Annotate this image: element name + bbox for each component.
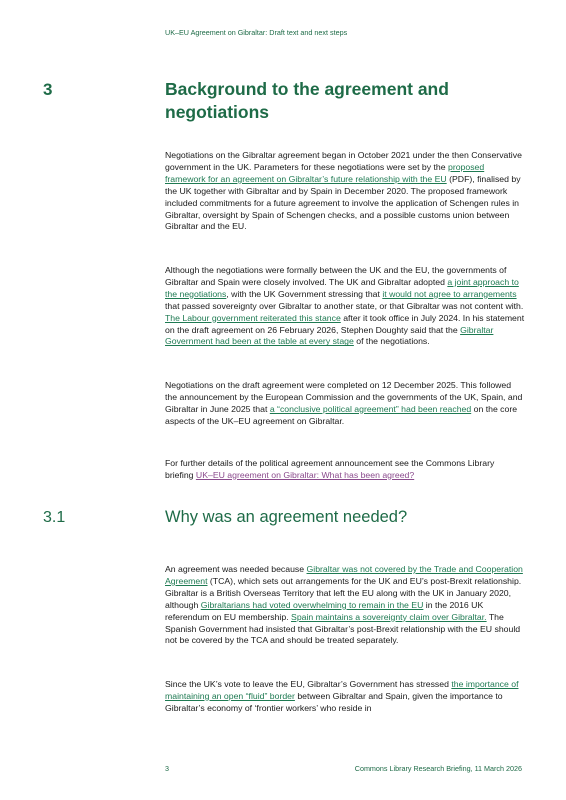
paragraph-text: between Gibraltar and Spain, given the importance to Gibraltar’s economy of ‘frontier workers’ who reside in <box>165 690 503 713</box>
paragraph-text: of the negotiations. <box>353 336 430 347</box>
paragraph-text: in the 2016 UK referendum on EU membership. <box>165 599 484 622</box>
paragraph-text: (TCA), which sets out arrangements for the UK and EU’s post-Brexit relationship. Gibraltar is a British Overseas Territory that left the EU along with the UK in January 2020, although <box>165 575 522 610</box>
link-gibraltar-government-at-table[interactable]: Gibraltar Government had been at the table at every stage <box>165 324 494 347</box>
paragraph-text: (PDF), finalised by the UK together with Gibraltar and by Spain in December 2020. The proposed framework included commitments for a future agreement to involve the application of Schengen rules in Gibraltar, oversight by Spain of Schengen checks, and a possible customs union between Gibraltar and the EU. <box>165 173 521 232</box>
link-spain-sovereignty-claim[interactable]: Spain maintains a sovereignty claim over Gibraltar. <box>291 611 487 622</box>
link-conclusive-political-agreement[interactable]: a “conclusive political agreement” had been reached <box>269 403 472 414</box>
link-fluid-border[interactable]: the importance of maintaining an open “fluid” border <box>165 679 519 701</box>
link-would-not-agree[interactable]: it would not agree to arrangements <box>382 288 517 299</box>
footer-text: Commons Library Research Briefing, 11 March 2026 <box>354 764 522 773</box>
subsection-title: Why was an agreement needed? <box>165 508 408 526</box>
section-title: Background to the agreement and negotiations <box>165 79 449 122</box>
paragraph-text: that passed sovereignty over Gibraltar to another state, or that Gibraltar was not content with. <box>165 300 524 311</box>
paragraph-text: For further details of the political agreement announcement see the Commons Library briefing <box>165 458 495 480</box>
paragraph-2 <box>165 265 525 348</box>
paragraph-text: on the core aspects of the UK–EU agreement on Gibraltar. <box>165 403 518 426</box>
section-number: 3 <box>43 80 53 99</box>
paragraph-5 <box>165 564 525 647</box>
paragraph-text: An agreement was needed because <box>165 564 307 574</box>
paragraph-text: Although the negotiations were formally between the UK and the EU, the governments of Gibraltar and Spain were closely involved. The UK and Gibraltar adopted <box>165 265 507 287</box>
link-gibraltarians-voted[interactable]: Gibraltarians had voted overwhelming to remain in the EU <box>200 599 424 610</box>
paragraph-1 <box>165 150 525 233</box>
page-number: 3 <box>165 764 169 773</box>
paragraph-text: Since the UK’s vote to leave the EU, Gibraltar’s Government has stressed <box>165 679 452 689</box>
paragraph-3 <box>165 380 525 428</box>
link-library-briefing[interactable]: UK–EU agreement on Gibraltar: What has been agreed? <box>195 469 415 480</box>
running-header: UK–EU Agreement on Gibraltar: Draft text and next steps <box>165 28 348 37</box>
paragraph-4 <box>165 458 525 482</box>
paragraph-text: Negotiations on the draft agreement were completed on 12 December 2025. This followed the announcement by the European Commission and the governments of the UK, Spain, and Gibraltar in June 2025 that <box>165 380 523 414</box>
link-proposed-framework[interactable]: proposed framework for an agreement on Gibraltar’s future relationship with the EU <box>165 161 485 184</box>
paragraph-text: after it took office in July 2024. In his statement on the draft agreement on 26 February 2026, Stephen Doughty said that the <box>165 312 525 335</box>
paragraph-text: Negotiations on the Gibraltar agreement began in October 2021 under the then Conservative government in the UK. Parameters for these negotiations were set by the <box>165 150 522 172</box>
subsection-number: 3.1 <box>43 509 66 526</box>
paragraph-text: The Spanish Government had insisted that Gibraltar’s post-Brexit relationship with the EU should not be covered by the TCA and should be treated separately. <box>165 611 521 646</box>
link-labour-reiterated[interactable]: The Labour government reiterated this stance <box>165 312 341 323</box>
paragraph-6 <box>165 679 525 715</box>
link-not-covered-by-tca[interactable]: Gibraltar was not covered by the Trade and Cooperation Agreement <box>165 564 523 586</box>
paragraph-text: , with the UK Government stressing that <box>226 288 383 299</box>
link-joint-approach[interactable]: a joint approach to the negotiations <box>165 276 519 299</box>
